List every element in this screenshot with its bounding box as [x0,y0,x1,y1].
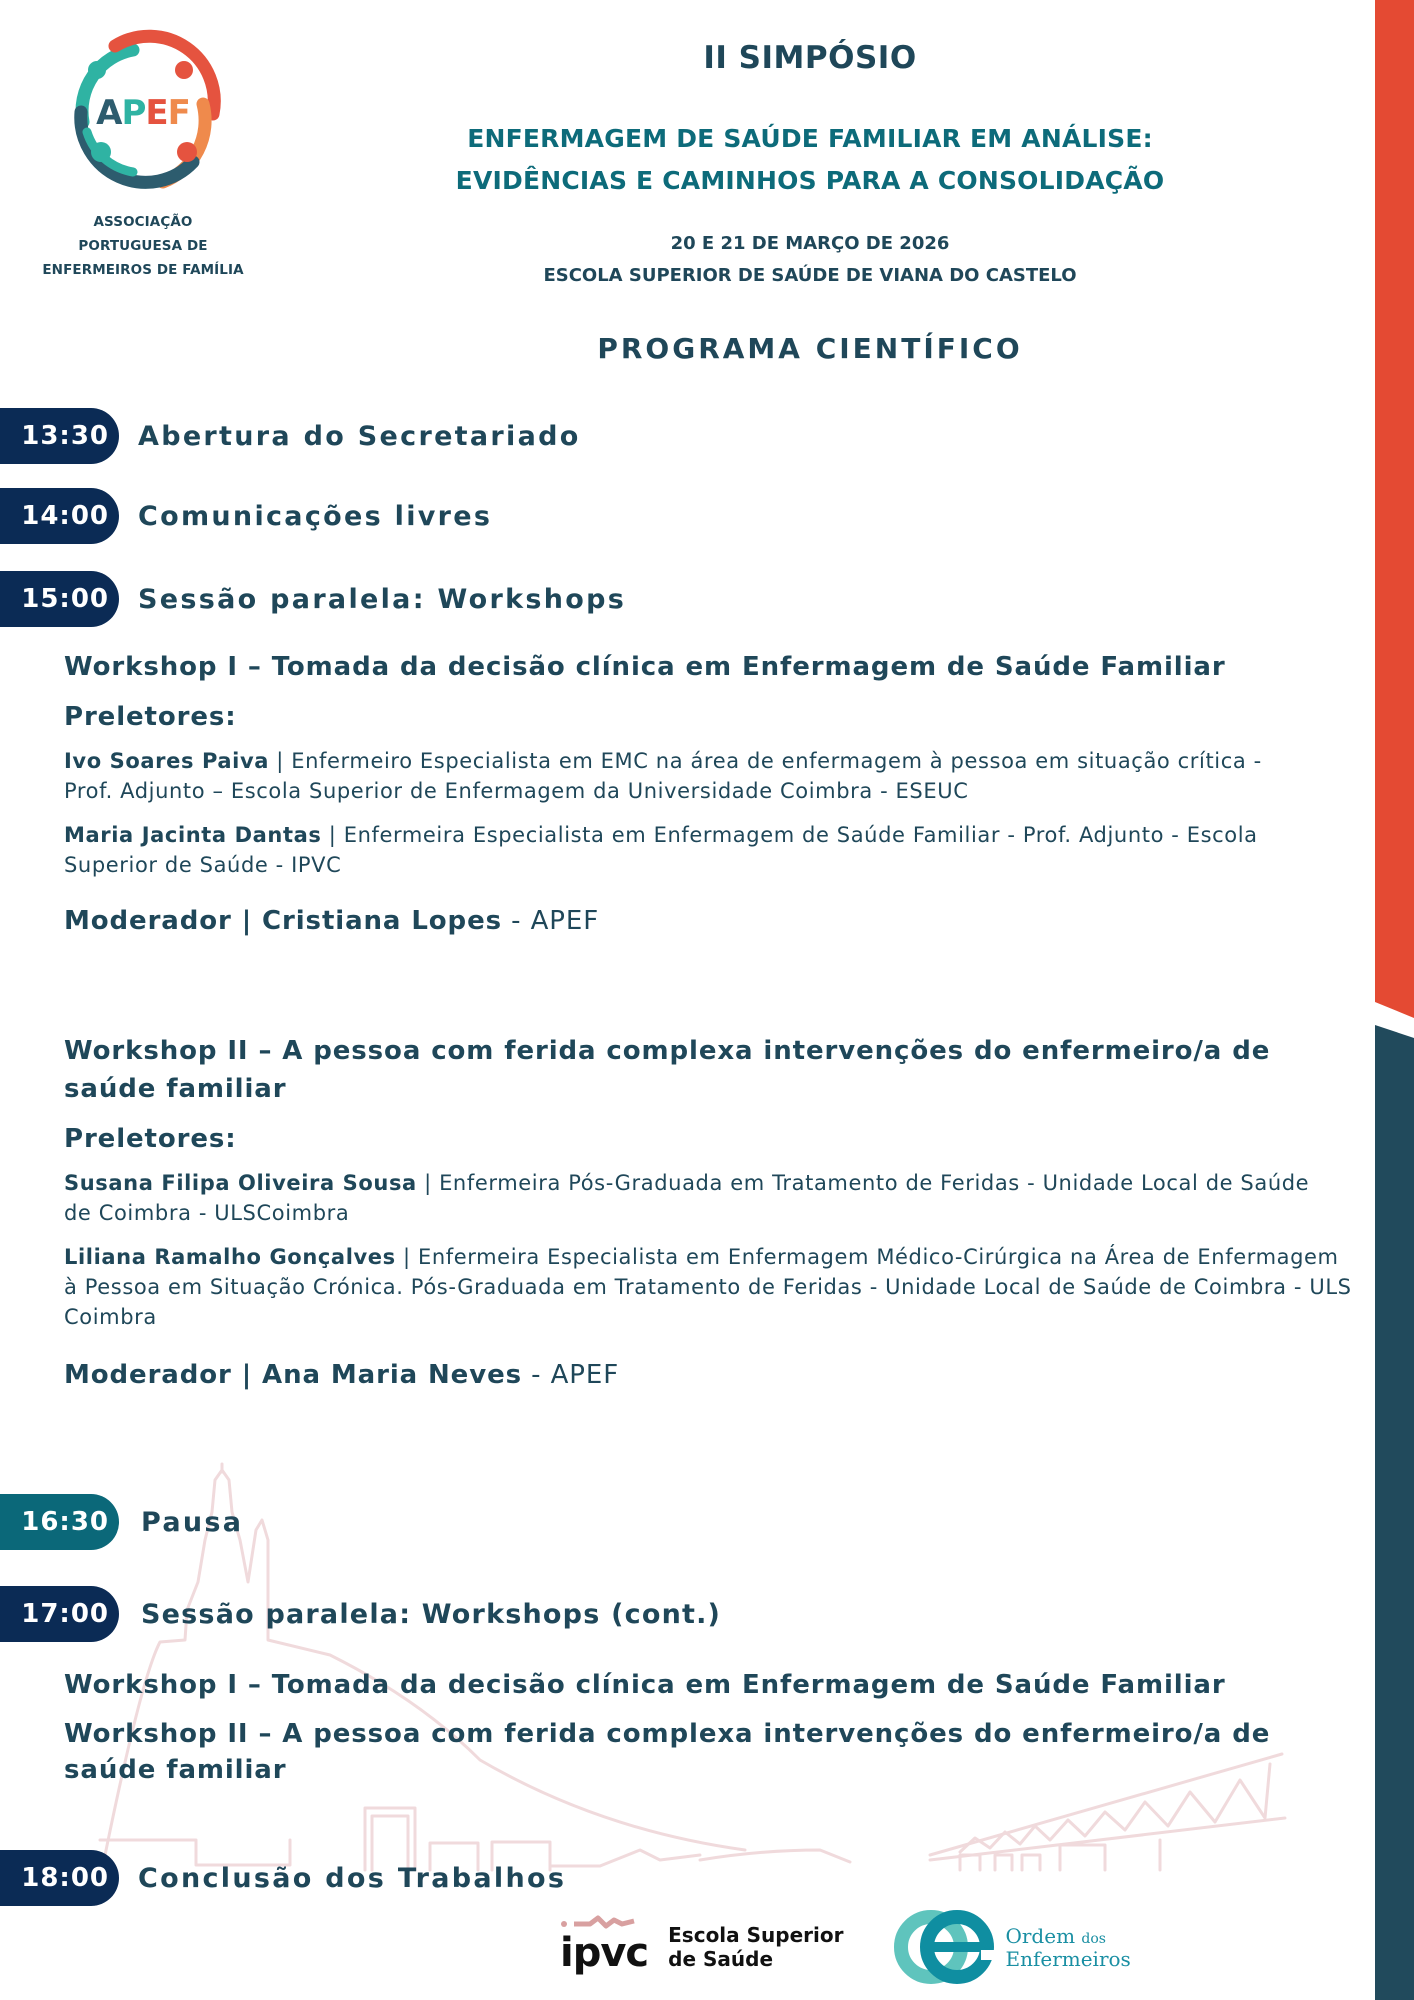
speaker-name: Ivo Soares Paiva [64,749,270,773]
speaker-description: Enfermeiro Especialista em EMC na área de enfermagem à pessoa em situação crítica - Prof. Adjunto – Escola Superior de Enfermagem da Universidade Coimbra - ESEUC [64,749,1262,803]
speaker-name: Maria Jacinta Dantas [64,823,322,847]
speaker-entry: Liliana Ramalho Gonçalves | Enfermeira Especialista em Enfermagem Médico-Cirúrgica na Área de Enfermagem à Pessoa em Situação Crónica. Pós-Graduada em Tratamento de Feridas - Unidade Local de Saúde de Coimbra - ULS Coimbra [64,1245,1352,1329]
schedule-item-title: Pausa [141,1506,244,1538]
ipvc-logo [560,1921,844,1976]
partner-logos [560,1908,1131,1986]
speakers-label: Preletores: [64,702,237,732]
speakers-label: Preletores: [64,1124,237,1154]
schedule-item-title: Comunicações livres [138,500,493,532]
workshop-title: Workshop II – A pessoa com ferida complexa intervenções do enfermeiro/a de saúde familiar [64,1036,1271,1104]
svg-text:APEF: APEF [96,93,190,133]
ordem-enfermeiros-logo [893,1908,1130,1986]
event-date: 20 E 21 DE MARÇO DE 2026 [670,233,950,254]
decorative-side-bar [1375,0,1414,2000]
speaker-description: Enfermeira Especialista em Enfermagem Médico-Cirúrgica na Área de Enfermagem à Pessoa em Situação Crónica. Pós-Graduada em Tratamento de Feridas - Unidade Local de Saúde de Coimbra - ULS Coimbra [64,1245,1352,1329]
time-badge: 17:00 [0,1586,119,1642]
ordem-enfermeiros-emblem-icon [893,1908,997,1986]
time-badge: 14:00 [0,488,119,544]
workshop-2 [64,1032,1352,1390]
event-venue: ESCOLA SUPERIOR DE SAÚDE DE VIANA DO CASTELO [543,265,1077,286]
speaker-description: Enfermeira Pós-Graduada em Tratamento de Feridas - Unidade Local de Saúde de Coimbra - ULSCoimbra [64,1171,1310,1225]
speaker-name: Liliana Ramalho Gonçalves [64,1245,396,1269]
time-badge: 16:30 [0,1494,119,1550]
moderator: Moderador | Cristiana Lopes - APEF [64,906,600,936]
ipvc-mark: ipvc [560,1921,648,1973]
time-badge: 13:30 [0,408,119,464]
schedule-item [0,1850,566,1906]
speaker-description: Enfermeira Especialista em Enfermagem de Saúde Familiar - Prof. Adjunto - Escola Superior de Saúde - IPVC [64,823,1258,877]
schedule-item-title: Sessão paralela: Workshops (cont.) [141,1598,722,1630]
speaker-name: Susana Filipa Oliveira Sousa [64,1171,417,1195]
workshop-1 [64,648,1344,936]
organization-name: ASSOCIAÇÃO PORTUGUESA DE ENFERMEIROS DE FAMÍLIA [42,214,244,278]
schedule-item [0,1586,721,1642]
time-badge: 18:00 [0,1850,119,1906]
program-title: PROGRAMA CIENTÍFICO [597,332,1023,365]
schedule-item [0,408,581,464]
ipvc-school-name: Escola Superior de Saúde [668,1923,844,1971]
apef-emblem-icon [53,22,233,202]
apef-logo [28,22,258,282]
moderator: Moderador | Ana Maria Neves - APEF [64,1360,620,1390]
schedule-item [0,1494,243,1550]
schedule-item-title: Conclusão dos Trabalhos [138,1862,567,1894]
schedule-item [0,488,492,544]
speaker-entry: Susana Filipa Oliveira Sousa | Enfermeira Pós-Graduada em Tratamento de Feridas - Unidade Local de Saúde de Coimbra - ULSCoimbra [64,1171,1310,1225]
schedule-item [0,571,626,627]
workshop-title: Workshop I – Tomada da decisão clínica em Enfermagem de Saúde Familiar [64,652,1226,682]
event-date-venue [380,228,1240,292]
event-theme: ENFERMAGEM DE SAÚDE FAMILIAR EM ANÁLISE: EVIDÊNCIAS E CAMINHOS PARA A CONSOLIDAÇÃO [455,124,1165,195]
schedule-item-title: Sessão paralela: Workshops [138,583,627,615]
speaker-entry: Maria Jacinta Dantas | Enfermeira Especialista em Enfermagem de Saúde Familiar - Prof. Adjunto - Escola Superior de Saúde - IPVC [64,823,1258,877]
ordem-enfermeiros-name: Ordem dos Enfermeiros [1005,1923,1131,1971]
speaker-entry: Ivo Soares Paiva | Enfermeiro Especialista em EMC na área de enfermagem à pessoa em situação crítica - Prof. Adjunto – Escola Superior de Enfermagem da Universidade Coimbra - ESEUC [64,749,1262,803]
ipvc-wave-icon [560,1915,650,1929]
time-badge: 15:00 [0,571,119,627]
workshop-title: Workshop II – A pessoa com ferida complexa intervenções do enfermeiro/a de saúde familiar [64,1719,1271,1785]
moderator-name: Ana Maria Neves [262,1360,522,1390]
schedule-item-title: Abertura do Secretariado [138,420,581,452]
event-title: II SIMPÓSIO [703,40,917,76]
moderator-name: Cristiana Lopes [262,906,502,936]
workshop-title: Workshop I – Tomada da decisão clínica em Enfermagem de Saúde Familiar [64,1670,1226,1700]
continued-workshops [64,1666,1344,1788]
logo-letter-a: A [96,93,122,133]
